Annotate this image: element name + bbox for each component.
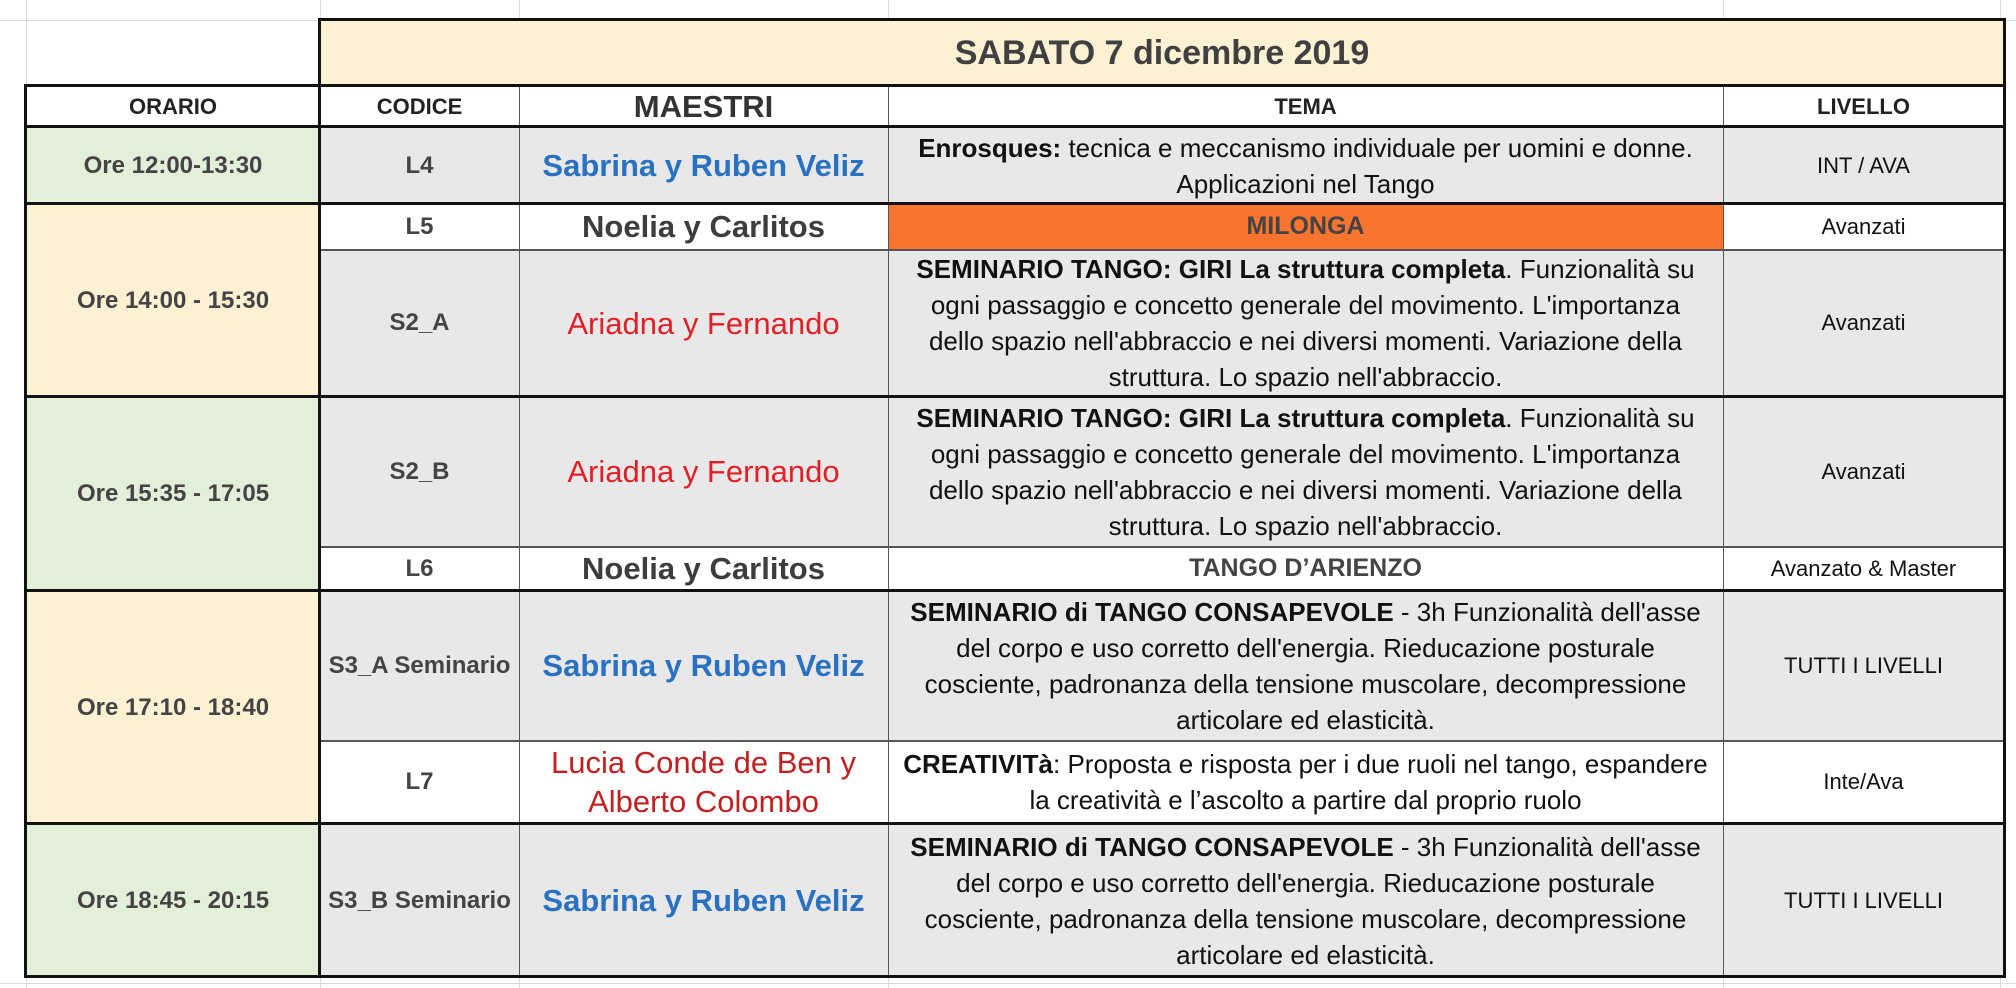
border <box>24 84 2006 87</box>
course-code: S3_B Seminario <box>320 824 519 977</box>
course-level: TUTTI I LIVELLI <box>1723 824 2004 977</box>
teacher-name: Sabrina y Ruben Veliz <box>519 824 888 977</box>
header-maestri: MAESTRI <box>519 86 888 127</box>
course-code: L5 <box>320 204 519 249</box>
teacher-name <box>519 740 888 824</box>
time-slot: Ore 17:10 - 18:40 <box>26 591 320 824</box>
time-slot: Ore 18:45 - 20:15 <box>26 824 320 977</box>
course-code: L6 <box>320 546 519 591</box>
course-topic: TANGO D’ARIENZO <box>888 546 1723 591</box>
course-code: L7 <box>320 740 519 824</box>
border <box>318 18 321 978</box>
course-level: Inte/Ava <box>1723 740 2004 824</box>
header-codice: CODICE <box>320 86 519 127</box>
border <box>24 822 2006 825</box>
teacher-name-line: Lucia Conde de Ben y <box>550 745 857 780</box>
row-divider <box>320 249 2004 251</box>
course-topic: SEMINARIO TANGO: GIRI La struttura completa. Funzionalità su ogni passaggio e concetto generale del movimento. L'importanza dello spazio nell'abbraccio e nei diversi momenti. Variazione della struttura. Lo spazio nell'abbraccio. <box>888 397 1723 546</box>
border <box>24 125 2006 128</box>
course-level: Avanzati <box>1723 204 2004 249</box>
time-slot: Ore 15:35 - 17:05 <box>26 397 320 591</box>
schedule-title: SABATO 7 dicembre 2019 <box>320 20 2004 86</box>
teacher-name: Ariadna y Fernando <box>519 397 888 546</box>
course-topic-milonga: MILONGA <box>888 204 1723 249</box>
course-topic: CREATIVITà: Proposta e risposta per i due ruoli nel tango, espandere la creatività e l’ascolto a partire dal proprio ruolo <box>888 740 1723 824</box>
teacher-name: Sabrina y Ruben Veliz <box>519 591 888 740</box>
border <box>24 84 27 978</box>
border <box>2003 18 2006 978</box>
teacher-name: Sabrina y Ruben Veliz <box>519 127 888 204</box>
column-divider <box>888 86 889 977</box>
row-divider <box>320 740 2004 742</box>
time-slot: Ore 14:00 - 15:30 <box>26 204 320 397</box>
course-topic: SEMINARIO di TANGO CONSAPEVOLE - 3h Funzionalità dell'asse del corpo e uso corretto dell'energia. Rieducazione posturale cosciente, padronanza della tensione muscolare, decompressione articolare ed elasticità. <box>888 591 1723 740</box>
header-tema: TEMA <box>888 86 1723 127</box>
course-topic: SEMINARIO di TANGO CONSAPEVOLE - 3h Funzionalità dell'asse del corpo e uso corretto dell'energia. Rieducazione posturale cosciente, padronanza della tensione muscolare, decompressione articolare ed elasticità. <box>888 824 1723 977</box>
course-topic: SEMINARIO TANGO: GIRI La struttura completa. Funzionalità su ogni passaggio e concetto generale del movimento. L'importanza dello spazio nell'abbraccio e nei diversi momenti. Variazione della struttura. Lo spazio nell'abbraccio. <box>888 249 1723 397</box>
course-level: INT / AVA <box>1723 127 2004 204</box>
border <box>24 395 2006 398</box>
teacher-name: Ariadna y Fernando <box>519 249 888 397</box>
column-divider <box>1723 86 1724 977</box>
teacher-name-line: Alberto Colombo <box>588 784 819 819</box>
teacher-name: Noelia y Carlitos <box>519 204 888 249</box>
border <box>320 18 2006 21</box>
course-topic: Enrosques: tecnica e meccanismo individuale per uomini e donne. Applicazioni nel Tango <box>888 127 1723 204</box>
border <box>24 202 2006 205</box>
course-level: Avanzati <box>1723 397 2004 546</box>
course-code: S2_A <box>320 249 519 397</box>
border <box>24 589 2006 592</box>
row-divider <box>320 546 2004 548</box>
course-level: Avanzati <box>1723 249 2004 397</box>
time-slot: Ore 12:00-13:30 <box>26 127 320 204</box>
header-orario: ORARIO <box>26 86 320 127</box>
course-level: TUTTI I LIVELLI <box>1723 591 2004 740</box>
teacher-name: Noelia y Carlitos <box>519 546 888 591</box>
course-code: S2_B <box>320 397 519 546</box>
header-livello: LIVELLO <box>1723 86 2004 127</box>
course-level: Avanzato & Master <box>1723 546 2004 591</box>
column-divider <box>519 86 520 977</box>
border <box>24 975 2006 978</box>
course-code: S3_A Seminario <box>320 591 519 740</box>
course-code: L4 <box>320 127 519 204</box>
